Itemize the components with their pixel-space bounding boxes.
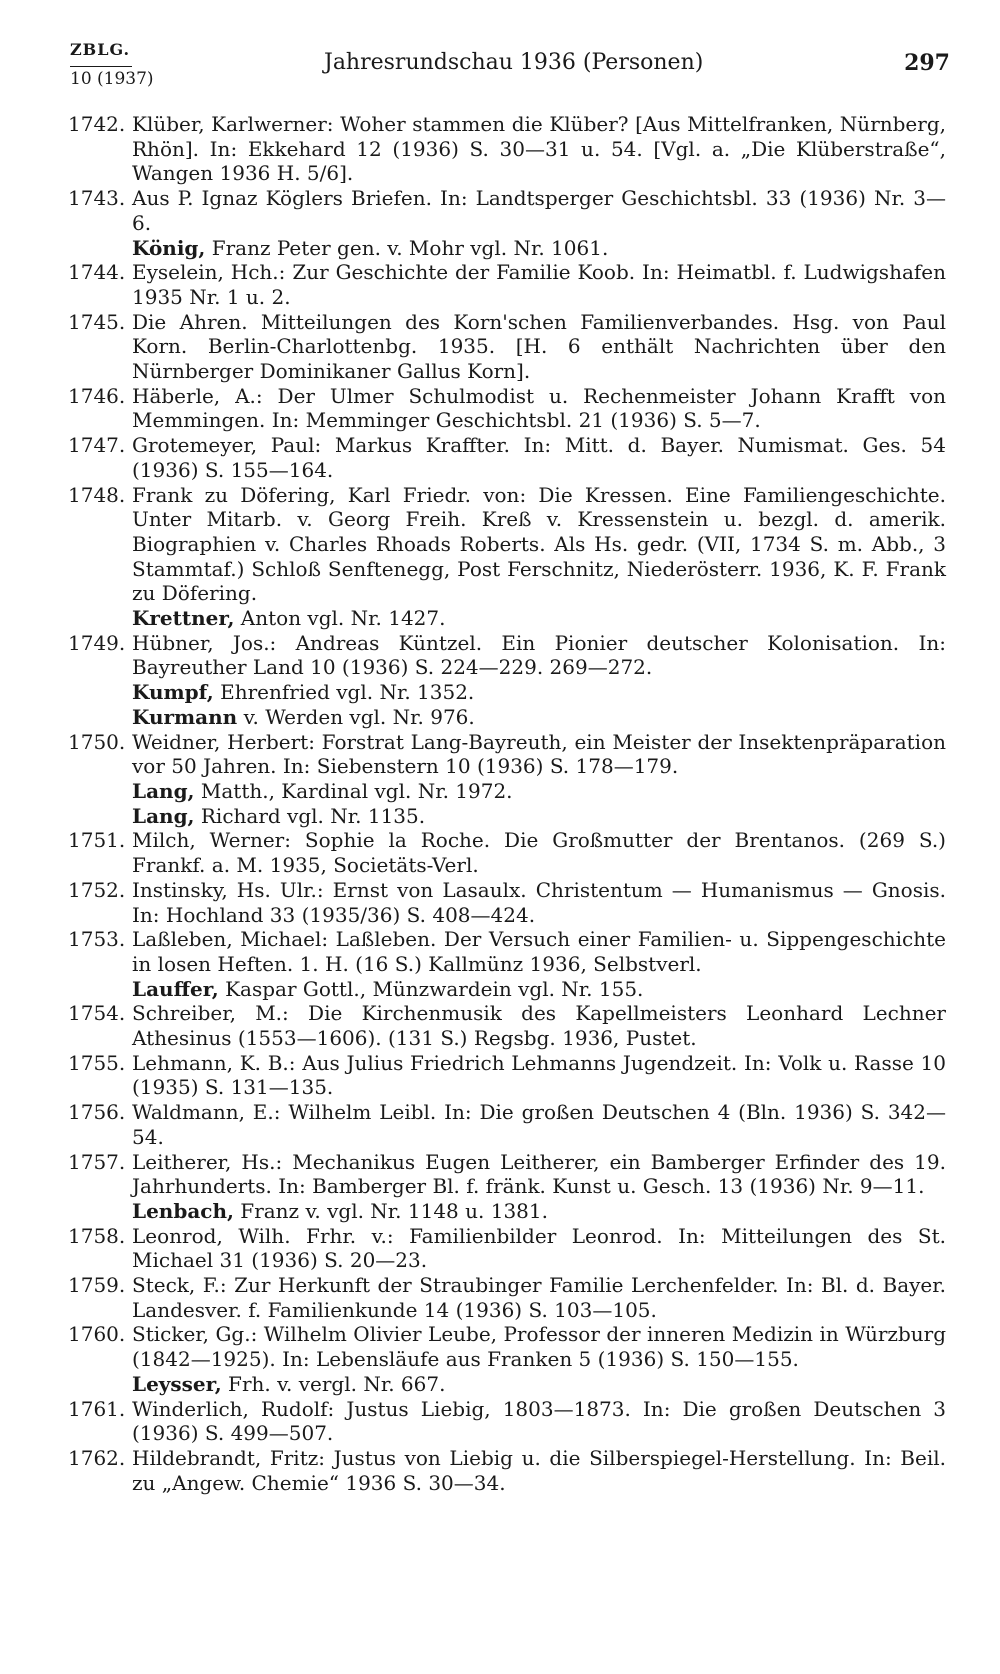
entry-number: 1757. [68,1149,126,1174]
entry-number: 1759. [68,1273,126,1298]
bibliography-entry [68,1150,946,1199]
cross-reference-text: Kaspar Gottl., Münzwardein vgl. Nr. 155. [218,976,644,1001]
entry-number: 1749. [68,630,126,655]
bibliography-entry [68,483,946,607]
entry-number: 1755. [68,1050,126,1075]
entry-number: 1746. [68,383,126,408]
cross-reference-name: Kumpf, [132,680,214,705]
cross-reference [132,1199,946,1224]
cross-reference-text: Ehrenfried vgl. Nr. 1352. [213,680,475,705]
entry-text: Steck, F.: Zur Herkunft der Straubinger Familie Lerchenfelder. In: Bl. d. Bayer. Landesver. f. Familienkunde 14 (1936) S. 103—105. [132,1273,946,1322]
bibliography-entry [68,310,946,384]
bibliography-entry [68,1397,946,1446]
entry-text: Milch, Werner: Sophie la Roche. Die Großmutter der Brentanos. (269 S.) Frankf. a. M. 1935, Societäts-Verl. [132,828,946,878]
cross-reference [132,779,946,804]
bibliography-list [68,112,946,1495]
cross-reference [132,606,946,631]
cross-reference [132,977,946,1002]
running-title: Jahresrundschau 1936 (Personen) [324,50,704,75]
cross-reference-text: v. Werden vgl. Nr. 976. [237,704,475,729]
entry-text: Weidner, Herbert: Forstrat Lang-Bayreuth, ein Meister der Insektenpräparation vor 50 Jahren. In: Siebenstern 10 (1936) S. 178—179. [132,729,946,779]
entry-number: 1756. [68,1100,126,1125]
journal-rule [70,66,132,67]
volume-label: 10 (1937) [70,69,154,89]
entry-text: Sticker, Gg.: Wilhelm Olivier Leube, Professor der inneren Medizin in Würzburg (1842—1925). In: Lebensläufe aus Franken 5 (1936) S. 150—155. [132,1322,946,1372]
entry-number: 1751. [68,828,126,853]
cross-reference [132,1372,946,1397]
bibliography-entry [68,730,946,779]
cross-reference-text: Franz v. vgl. Nr. 1148 u. 1381. [233,1198,548,1223]
entry-text: Eyselein, Hch.: Zur Geschichte der Familie Koob. In: Heimatbl. f. Ludwigshafen 1935 Nr. 1 u. 2. [132,260,946,309]
cross-reference-text: Frh. v. vergl. Nr. 667. [221,1371,446,1396]
entry-text: Schreiber, M.: Die Kirchenmusik des Kapellmeisters Leonhard Lechner Athesinus (1553—1606). (131 S.) Regsbg. 1936, Pustet. [132,1001,946,1051]
bibliography-entry [68,1322,946,1371]
page-header [66,40,950,90]
entry-text: Leitherer, Hs.: Mechanikus Eugen Leitherer, ein Bamberger Erfinder des 19. Jahrhunderts. In: Bamberger Bl. f. fränk. Kunst u. Gesch. 13 (1936) Nr. 9—11. [132,1149,946,1199]
entry-text: Die Ahren. Mitteilungen des Korn'schen Familienverbandes. Hsg. von Paul Korn. Berlin-Charlottenbg. 1935. [H. 6 enthält Nachrichten über den Nürnberger Dominikaner Gallus Korn]. [132,309,946,384]
entry-text: Winderlich, Rudolf: Justus Liebig, 1803—1873. In: Die großen Deutschen 3 (1936) S. 499—507. [132,1396,946,1446]
entry-text: Lehmann, K. B.: Aus Julius Friedrich Lehmanns Jugendzeit. In: Volk u. Rasse 10 (1935) S. 131—135. [132,1050,946,1100]
bibliography-entry [68,433,946,482]
entry-number: 1753. [68,927,126,952]
entry-text: Frank zu Döfering, Karl Friedr. von: Die Kressen. Eine Familiengeschichte. Unter Mitarb. v. Georg Freih. Kreß v. Kressenstein u. bezgl. d. amerik. Biographien v. Charles Rhoads Roberts. Als Hs. gedr. (VII, 1734 S. m. Abb., 3 Stammtaf.) Schloß Senftenegg, Post Ferschnitz, Niederösterr. 1936, K. F. Frank zu Döfering. [132,482,946,606]
bibliography-entry [68,186,946,235]
entry-number: 1742. [68,112,126,136]
entry-number: 1745. [68,309,126,334]
entry-number: 1754. [68,1001,126,1026]
entry-number: 1760. [68,1322,126,1347]
bibliography-entry [68,1224,946,1273]
bibliography-entry [68,1001,946,1050]
cross-reference-name: Leysser, [132,1371,222,1396]
entry-text: Waldmann, E.: Wilhelm Leibl. In: Die großen Deutschen 4 (Bln. 1936) S. 342—54. [132,1100,946,1149]
entry-number: 1761. [68,1396,126,1421]
entry-text: Hübner, Jos.: Andreas Küntzel. Ein Pionier deutscher Kolonisation. In: Bayreuther Land 10 (1936) S. 224—229. 269—272. [132,630,946,680]
entry-number: 1762. [68,1445,126,1470]
cross-reference-name: Krettner, [132,606,235,631]
entry-number: 1748. [68,482,126,507]
entry-text: Hildebrandt, Fritz: Justus von Liebig u. die Silberspiegel-Herstellung. In: Beil. zu „Angew. Chemie“ 1936 S. 30—34. [132,1445,946,1495]
cross-reference [132,236,946,261]
bibliography-entry [68,631,946,680]
entry-number: 1744. [68,260,126,285]
bibliography-entry [68,260,946,309]
cross-reference-name: König, [132,235,206,260]
cross-reference-text: Franz Peter gen. v. Mohr vgl. Nr. 1061. [205,235,609,260]
cross-reference-name: Lang, [132,803,195,828]
entry-number: 1747. [68,433,126,458]
entry-text: Leonrod, Wilh. Frhr. v.: Familienbilder Leonrod. In: Mitteilungen des St. Michael 31 (1936) S. 20—23. [132,1223,946,1273]
bibliography-entry [68,384,946,433]
entry-text: Klüber, Karlwerner: Woher stammen die Klüber? [Aus Mittelfranken, Nürnberg, Rhön]. In: Ekkehard 12 (1936) S. 30—31 u. 54. [Vgl. a. „Die Klüberstraße“, Wangen 1936 H. 5/6]. [132,112,946,186]
bibliography-entry [68,1273,946,1322]
cross-reference [132,680,946,705]
cross-reference-name: Kurmann [132,704,238,729]
bibliography-entry [68,828,946,877]
bibliography-entry [68,927,946,976]
entry-text: Aus P. Ignaz Köglers Briefen. In: Landtsperger Geschichtsbl. 33 (1936) Nr. 3—6. [132,186,946,235]
journal-abbreviation: ZBLG. [70,40,131,59]
cross-reference [132,705,946,730]
cross-reference-name: Lang, [132,778,195,803]
entry-text: Laßleben, Michael: Laßleben. Der Versuch einer Familien- u. Sippengeschichte in losen Heften. 1. H. (16 S.) Kallmünz 1936, Selbstverl. [132,927,946,976]
cross-reference-text: Matth., Kardinal vgl. Nr. 1972. [194,778,513,803]
bibliography-entry [68,1100,946,1149]
bibliography-entry [68,1446,946,1495]
entry-text: Häberle, A.: Der Ulmer Schulmodist u. Rechenmeister Johann Krafft von Memmingen. In: Memminger Geschichtsbl. 21 (1936) S. 5—7. [132,383,946,433]
bibliography-entry [68,1051,946,1100]
entry-number: 1752. [68,877,126,902]
entry-number: 1758. [68,1223,126,1248]
cross-reference-name: Lenbach, [132,1198,234,1223]
entry-number: 1743. [68,186,126,211]
entry-text: Grotemeyer, Paul: Markus Kraffter. In: Mitt. d. Bayer. Numismat. Ges. 54 (1936) S. 155—164. [132,433,946,482]
cross-reference-text: Anton vgl. Nr. 1427. [234,606,446,631]
bibliography-entry [68,878,946,927]
cross-reference-name: Lauffer, [132,976,219,1001]
entry-text: Instinsky, Hs. Ulr.: Ernst von Lasaulx. Christentum — Humanismus — Gnosis. In: Hochland 33 (1935/36) S. 408—424. [132,877,946,927]
page-number: 297 [904,50,950,76]
cross-reference-text: Richard vgl. Nr. 1135. [194,803,426,828]
bibliography-entry [68,112,946,186]
entry-number: 1750. [68,729,126,754]
cross-reference [132,804,946,829]
